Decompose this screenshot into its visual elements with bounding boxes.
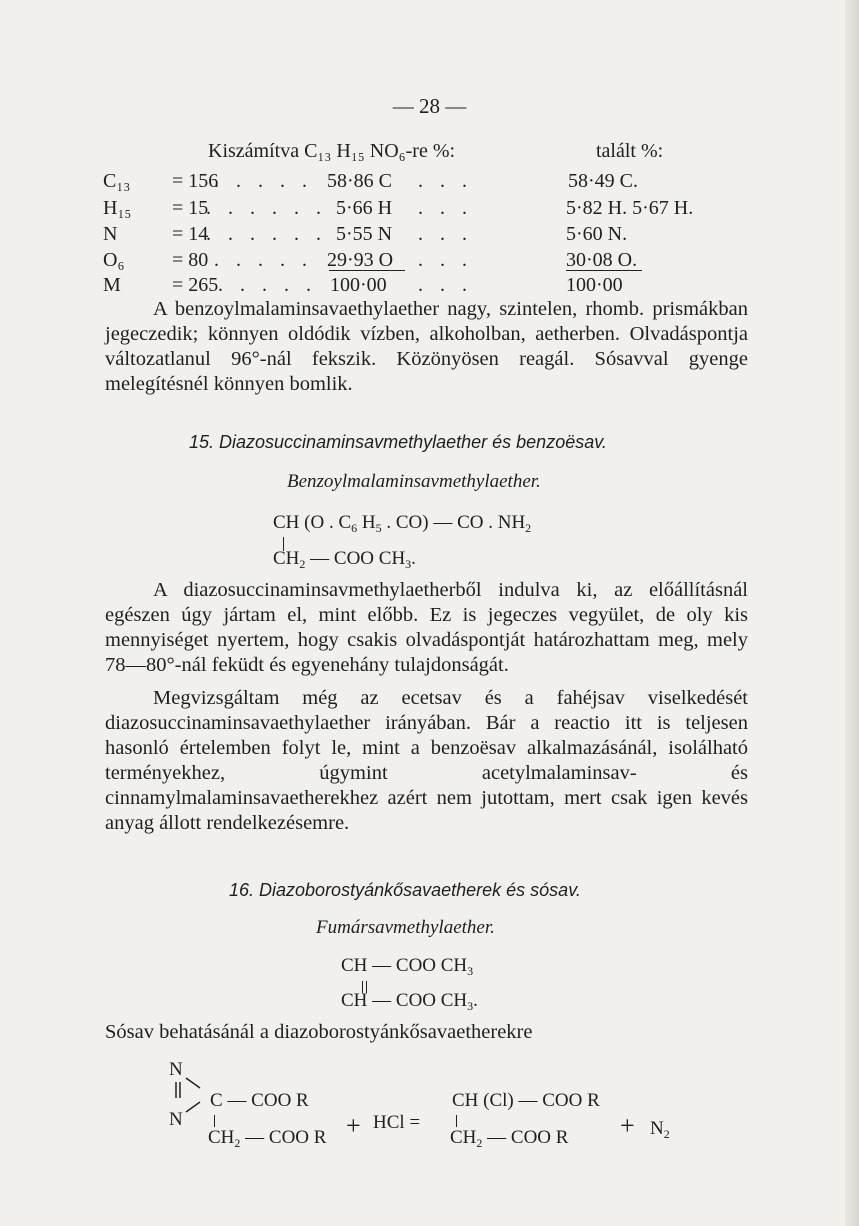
calc-row-found: 30·08 O. — [566, 249, 638, 271]
formula-sub: 6 — [351, 521, 358, 535]
leader-dots: . . . — [418, 274, 473, 296]
paragraph-hcl-intro: Sósav behatásánál a diazoborostyánkősavaetherekre — [105, 1021, 533, 1043]
formula-text: — COO R — [240, 1127, 327, 1148]
section-16-subtitle: Fumársavmethylaether. — [316, 917, 495, 938]
formula-sub: 2 — [476, 1136, 483, 1150]
leader-dots: . . . . . — [214, 249, 313, 271]
page-edge-shadow — [845, 0, 859, 1226]
leader-dots: . . . — [418, 249, 473, 271]
formula-text: CH — [273, 548, 300, 569]
paragraph-properties: A benzoylmalaminsavaethylaether nagy, szintelen, rhomb. prismákban jegeczedik; könnyen oldódik vízben, alkoholban, aetherben. Olvadáspontja változatlanul 96°-nál fekszik. Közönyösen reagál. Sósavval gyenge melegítésnél könnyen bomlik. — [105, 298, 748, 395]
leader-dots: . . . — [418, 170, 473, 192]
leader-dots: . . . — [418, 197, 473, 219]
calc-row-c — [103, 170, 130, 193]
calc-row-value: = 265 — [172, 274, 219, 296]
calc-header-left: Kiszámítva C₁₃ H₁₅ NO₆-re %: — [208, 140, 456, 162]
formula-text: CH — COO CH — [341, 990, 468, 1011]
formula-sub: 3 — [405, 557, 412, 571]
formula-text: H — [357, 512, 376, 533]
leader-dots: . . . — [418, 223, 473, 245]
leader-dots: . . . . . — [218, 274, 317, 296]
formula-sub: 5 — [375, 521, 382, 535]
eq-right-bottom — [450, 1127, 568, 1149]
plus-sign: + — [620, 1111, 635, 1140]
calc-row-label: M — [103, 274, 121, 296]
calc-header-found: talált %: — [596, 140, 664, 162]
formula-text: CH (O . C — [273, 512, 352, 533]
eq-left-top: C — COO R — [210, 1090, 309, 1111]
formula-text: . — [473, 990, 478, 1011]
formula-text: N — [650, 1118, 664, 1139]
formula-sub: 2 — [525, 521, 532, 535]
calc-header — [208, 140, 455, 163]
section-15-title: 15. Diazosuccinaminsavmethylaether és benzoësav. — [189, 432, 607, 452]
calc-row-calculated: 29·93 O — [327, 249, 394, 271]
formula-15-line1 — [273, 512, 531, 534]
bond-line — [214, 1115, 215, 1127]
formula-sub: 2 — [234, 1136, 241, 1150]
eq-right-top: CH (Cl) — COO R — [452, 1090, 600, 1111]
calc-row-label: O₆ — [103, 249, 125, 271]
formula-text: — COO CH — [305, 548, 406, 569]
formula-sub: 3 — [467, 964, 474, 978]
calc-row-calculated: 58·86 C — [327, 170, 392, 192]
calc-row-value: = 156 — [172, 170, 219, 192]
formula-sub: 2 — [299, 557, 306, 571]
formula-16-line2 — [341, 990, 478, 1012]
calc-row-value: = 14 — [172, 223, 209, 245]
page-number: — 28 — — [392, 94, 467, 118]
bond-line — [456, 1115, 457, 1127]
formula-sub: 3 — [467, 999, 474, 1013]
calc-row-found: 58·49 C. — [568, 170, 638, 192]
calc-row-label: H₁₅ — [103, 197, 132, 219]
formula-text: . CO) — CO . NH — [381, 512, 526, 533]
calc-row-label: N — [103, 223, 118, 245]
leader-dots: . . . . . . — [206, 197, 327, 219]
calc-row-calculated: 5·66 H — [336, 197, 393, 219]
eq-nitrogen — [650, 1118, 670, 1140]
formula-text: — COO R — [482, 1127, 569, 1148]
sum-underline — [329, 270, 405, 271]
section-16-title: 16. Diazoborostyánkősavaetherek és sósav. — [229, 880, 581, 900]
paragraph-preparation: A diazosuccinaminsavmethylaetherből indulva ki, az előállításnál egészen úgy jártam el, mint előbb. Ez is jegeczes vegyület, de oly kis mennyiséget nyertem, hogy csakis olvadáspontját határozhattam meg, mely 78—80°-nál feküdt és egyenehány tulajdonságát. — [105, 579, 748, 676]
leader-dots: . . . . . . — [206, 223, 327, 245]
formula-16-line1 — [341, 955, 473, 977]
calc-row-found: 5·60 N. — [566, 223, 628, 245]
eq-left-bottom — [208, 1127, 326, 1149]
calc-row-value: = 15 — [172, 197, 209, 219]
calc-row-label: C₁₃ — [103, 170, 131, 192]
formula-text: CH — COO CH — [341, 955, 468, 976]
paragraph-reaction: Megvizsgáltam még az ecetsav és a fahéjsav viselkedését diazosuccinaminsavaethylaether irányában. Bár a reactio itt is teljesen hasonló értelemben folyt le, mint a benzoësav alkalmazásánál, isolálható terményekhez, úgymint acetylmalaminsav- és cinnamylmalaminsavaetherekhez azért nem jutottam, mert csak igen kevés anyag állott rendelkezésemre. — [105, 687, 748, 834]
formula-text: CH — [450, 1127, 477, 1148]
formula-text: . — [411, 548, 416, 569]
formula-sub: 2 — [663, 1127, 670, 1141]
eq-n-top: N — [169, 1059, 183, 1080]
calc-row-found: 5·82 H. 5·67 H. — [566, 197, 694, 219]
eq-n-bottom: N — [169, 1109, 183, 1130]
calc-row-found: 100·00 — [566, 274, 623, 296]
plus-sign: + — [346, 1111, 361, 1140]
calc-row-calculated: 5·55 N — [336, 223, 393, 245]
section-15-subtitle: Benzoylmalaminsavmethylaether. — [287, 471, 541, 492]
eq-hcl: HCl = — [373, 1112, 421, 1133]
leader-dots: . . . . . — [214, 170, 313, 192]
formula-text: CH — [208, 1127, 235, 1148]
formula-15-line2 — [273, 548, 416, 570]
calc-row-calculated: 100·00 — [330, 274, 387, 296]
calc-row-value: = 80 — [172, 249, 209, 271]
sum-underline — [566, 270, 642, 271]
